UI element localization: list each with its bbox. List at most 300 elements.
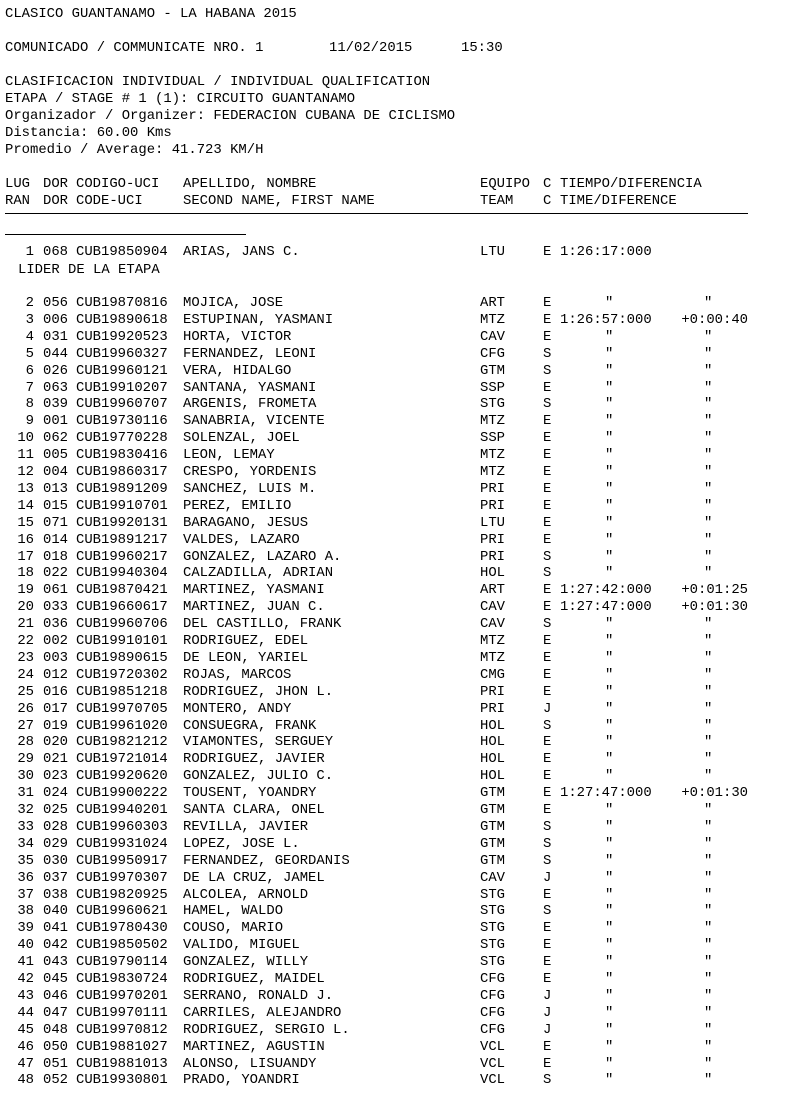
cell-team: LTU (480, 244, 506, 260)
cell-pos: 21 (17, 616, 34, 633)
cell-cat: J (543, 1004, 552, 1021)
cell-code: CUB19960707 (76, 396, 168, 413)
cell-code: CUB19850904 (76, 244, 168, 260)
cell-code: CUB19890615 (76, 649, 168, 666)
cell-pos: 37 (17, 886, 34, 903)
cell-diff: " (704, 1072, 713, 1089)
cell-name: CARRILES, ALEJANDRO (183, 1004, 342, 1021)
cell-cat: E (543, 649, 552, 666)
cell-diff: " (704, 1038, 713, 1055)
cell-pos: 43 (17, 987, 34, 1004)
communique-time: 15:30 (461, 40, 503, 56)
cell-code: CUB19910101 (76, 633, 168, 649)
cell-name: ARIAS, JANS C. (183, 244, 300, 260)
cell-team: GTM (480, 802, 506, 818)
cell-dor: 021 (43, 751, 69, 768)
cell-code: CUB19870421 (76, 582, 168, 599)
cell-diff: " (704, 717, 713, 734)
cell-cat: S (543, 616, 552, 633)
cell-code: CUB19910701 (76, 497, 168, 514)
cell-code: CUB19950917 (76, 852, 168, 869)
col-name-en: SECOND NAME, FIRST NAME (183, 193, 375, 209)
cell-diff: " (704, 937, 713, 954)
cell-time: " (605, 531, 614, 548)
cell-pos: 25 (17, 683, 34, 700)
cell-name: SANTANA, YASMANI (183, 379, 317, 396)
cell-cat: E (543, 802, 552, 818)
cell-cat: E (543, 768, 552, 785)
cell-pos: 48 (17, 1072, 34, 1089)
cell-diff: " (704, 1021, 713, 1038)
cell-team: PRI (480, 700, 506, 717)
cell-code: CUB19870816 (76, 295, 168, 311)
cell-name: MOJICA, JOSE (183, 295, 284, 311)
cell-team: HOL (480, 565, 506, 582)
col-dor: DOR (43, 176, 69, 192)
cell-time: " (605, 295, 614, 311)
cell-time: " (605, 396, 614, 413)
cell-pos: 4 (25, 328, 34, 345)
cell-time: " (605, 768, 614, 785)
cell-diff: +0:01:30 (681, 599, 748, 616)
cell-code: CUB19970812 (76, 1021, 168, 1038)
cell-time: " (605, 886, 614, 903)
cell-code: CUB19970307 (76, 869, 168, 886)
cell-pos: 7 (25, 379, 34, 396)
cell-pos: 3 (25, 311, 34, 328)
cell-cat: E (543, 295, 552, 311)
cell-time: " (605, 954, 614, 971)
distance-info: Distancia: 60.00 Kms (5, 125, 172, 141)
cell-time: " (605, 1072, 614, 1089)
cell-code: CUB19721014 (76, 751, 168, 768)
cell-name: DE LA CRUZ, JAMEL (183, 869, 325, 886)
cell-time: " (605, 987, 614, 1004)
cell-team: MTZ (480, 311, 506, 328)
cell-dor: 044 (43, 345, 69, 362)
cell-diff: " (704, 430, 713, 447)
cell-dor: 015 (43, 497, 69, 514)
cell-team: CFG (480, 1004, 506, 1021)
cell-dor: 019 (43, 717, 69, 734)
cell-diff: " (704, 616, 713, 633)
cell-cat: E (543, 1038, 552, 1055)
cell-time: " (605, 379, 614, 396)
cell-time: " (605, 447, 614, 464)
cell-pos: 34 (17, 835, 34, 852)
cell-pos: 31 (17, 785, 34, 802)
cell-dor: 026 (43, 362, 69, 379)
cell-code: CUB19961020 (76, 717, 168, 734)
cell-cat: J (543, 700, 552, 717)
cell-name: SERRANO, RONALD J. (183, 987, 334, 1004)
cell-diff: " (704, 734, 713, 751)
cell-code: CUB19960217 (76, 548, 168, 565)
cell-diff: " (704, 903, 713, 920)
cell-time: " (605, 734, 614, 751)
cell-code: CUB19900222 (76, 785, 168, 802)
cell-name: PEREZ, EMILIO (183, 497, 292, 514)
cell-name: RODRIGUEZ, EDEL (183, 633, 309, 649)
cell-pos: 13 (17, 480, 34, 497)
stage-info: ETAPA / STAGE # 1 (1): CIRCUITO GUANTANAMO (5, 91, 356, 107)
cell-pos: 36 (17, 869, 34, 886)
cell-cat: J (543, 1021, 552, 1038)
col-time-en: TIME/DIFERENCE (560, 193, 677, 209)
cell-name: VALIDO, MIGUEL (183, 937, 300, 954)
col-code: CODIGO-UCI (76, 176, 160, 192)
cell-cat: J (543, 869, 552, 886)
cell-name: MARTINEZ, YASMANI (183, 582, 325, 599)
cell-code: CUB19960327 (76, 345, 168, 362)
cell-diff: " (704, 649, 713, 666)
cell-time: " (605, 430, 614, 447)
cell-team: CMG (480, 666, 506, 683)
cell-diff: " (704, 751, 713, 768)
cell-pos: 15 (17, 514, 34, 531)
cell-dor: 001 (43, 413, 69, 430)
cell-diff: " (704, 886, 713, 903)
cell-team: ART (480, 295, 506, 311)
cell-time: " (605, 1004, 614, 1021)
cell-team: MTZ (480, 633, 506, 649)
cell-diff: " (704, 633, 713, 649)
cell-pos: 46 (17, 1038, 34, 1055)
cell-pos: 10 (17, 430, 34, 447)
cell-dor: 016 (43, 683, 69, 700)
cell-dor: 040 (43, 903, 69, 920)
cell-time: " (605, 903, 614, 920)
cell-code: CUB19920131 (76, 514, 168, 531)
cell-time: " (605, 464, 614, 480)
cell-time: " (605, 1038, 614, 1055)
cell-time: " (605, 565, 614, 582)
cell-diff: " (704, 396, 713, 413)
cell-dor: 051 (43, 1055, 69, 1072)
cell-name: MARTINEZ, JUAN C. (183, 599, 325, 616)
cell-code: CUB19891217 (76, 531, 168, 548)
cell-diff: +0:00:40 (681, 311, 748, 328)
cell-team: CFG (480, 971, 506, 987)
cell-cat: E (543, 311, 552, 328)
cell-pos: 23 (17, 649, 34, 666)
cell-name: MONTERO, ANDY (183, 700, 292, 717)
cell-time: " (605, 751, 614, 768)
classification-title: CLASIFICACION INDIVIDUAL / INDIVIDUAL QUALIFICATION (5, 74, 431, 90)
cell-dor: 033 (43, 599, 69, 616)
cell-time: " (605, 666, 614, 683)
cell-code: CUB19920620 (76, 768, 168, 785)
cell-dor: 024 (43, 785, 69, 802)
cell-dor: 017 (43, 700, 69, 717)
cell-dor: 037 (43, 869, 69, 886)
cell-time: " (605, 971, 614, 987)
cell-name: SANABRIA, VICENTE (183, 413, 325, 430)
cell-team: PRI (480, 531, 506, 548)
cell-code: CUB19891209 (76, 480, 168, 497)
cell-code: CUB19960706 (76, 616, 168, 633)
col-name: APELLIDO, NOMBRE (183, 176, 317, 192)
cell-team: STG (480, 954, 506, 971)
cell-time: " (605, 818, 614, 835)
cell-code: CUB19790114 (76, 954, 168, 971)
cell-team: STG (480, 937, 506, 954)
cell-dor: 036 (43, 616, 69, 633)
cell-name: GONZALEZ, LAZARO A. (183, 548, 342, 565)
cell-team: HOL (480, 751, 506, 768)
cell-cat: E (543, 514, 552, 531)
cell-team: CAV (480, 616, 506, 633)
cell-dor: 068 (43, 244, 69, 260)
organizer-info: Organizador / Organizer: FEDERACION CUBANA DE CICLISMO (5, 108, 456, 124)
cell-time: " (605, 497, 614, 514)
cell-dor: 012 (43, 666, 69, 683)
cell-dor: 063 (43, 379, 69, 396)
cell-name: VERA, HIDALGO (183, 362, 292, 379)
cell-pos: 20 (17, 599, 34, 616)
cell-pos: 1 (25, 244, 34, 260)
cell-diff: " (704, 683, 713, 700)
cell-code: CUB19920523 (76, 328, 168, 345)
cell-team: MTZ (480, 649, 506, 666)
cell-pos: 8 (25, 396, 34, 413)
cell-cat: E (543, 497, 552, 514)
cell-cat: E (543, 582, 552, 599)
cell-pos: 14 (17, 497, 34, 514)
cell-time: " (605, 1055, 614, 1072)
cell-code: CUB19881027 (76, 1038, 168, 1055)
col-code-en: CODE-UCI (76, 193, 143, 209)
cell-name: GONZALEZ, JULIO C. (183, 768, 334, 785)
cell-pos: 44 (17, 1004, 34, 1021)
cell-cat: E (543, 920, 552, 937)
cell-name: GONZALEZ, WILLY (183, 954, 309, 971)
cell-diff: " (704, 852, 713, 869)
cell-team: HOL (480, 768, 506, 785)
col-team-en: TEAM (480, 193, 514, 209)
cell-pos: 35 (17, 852, 34, 869)
cell-cat: S (543, 362, 552, 379)
cell-pos: 11 (17, 447, 34, 464)
cell-diff: " (704, 971, 713, 987)
cell-diff: " (704, 700, 713, 717)
cell-code: CUB19770228 (76, 430, 168, 447)
cell-time: 1:26:17:000 (560, 244, 652, 260)
cell-diff: " (704, 987, 713, 1004)
leader-label: LIDER DE LA ETAPA (18, 262, 160, 278)
cell-diff: " (704, 835, 713, 852)
cell-code: CUB19851218 (76, 683, 168, 700)
cell-code: CUB19960121 (76, 362, 168, 379)
cell-pos: 12 (17, 464, 34, 480)
cell-dor: 030 (43, 852, 69, 869)
cell-pos: 19 (17, 582, 34, 599)
cell-cat: S (543, 717, 552, 734)
cell-time: " (605, 717, 614, 734)
communique-label: COMUNICADO / COMMUNICATE NRO. 1 (5, 40, 264, 56)
cell-dor: 004 (43, 464, 69, 480)
cell-cat: E (543, 328, 552, 345)
cell-team: VCL (480, 1055, 506, 1072)
cell-cat: E (543, 430, 552, 447)
cell-team: GTM (480, 835, 506, 852)
col-cat-en: C (543, 193, 552, 209)
cell-team: HOL (480, 717, 506, 734)
cell-pos: 38 (17, 903, 34, 920)
cell-time: " (605, 852, 614, 869)
cell-diff: " (704, 497, 713, 514)
cell-name: MARTINEZ, AGUSTIN (183, 1038, 325, 1055)
cell-cat: S (543, 1072, 552, 1089)
cell-code: CUB19940304 (76, 565, 168, 582)
cell-name: BARAGANO, JESUS (183, 514, 309, 531)
cell-time: " (605, 700, 614, 717)
cell-diff: " (704, 295, 713, 311)
cell-pos: 18 (17, 565, 34, 582)
cell-dor: 031 (43, 328, 69, 345)
cell-team: VCL (480, 1072, 506, 1089)
cell-name: HORTA, VICTOR (183, 328, 292, 345)
cell-code: CUB19830724 (76, 971, 168, 987)
cell-cat: E (543, 937, 552, 954)
cell-time: " (605, 802, 614, 818)
cell-diff: " (704, 379, 713, 396)
col-team: EQUIPO (480, 176, 531, 192)
cell-code: CUB19970111 (76, 1004, 168, 1021)
cell-team: GTM (480, 785, 506, 802)
cell-name: PRADO, YOANDRI (183, 1072, 300, 1089)
cell-name: LEON, LEMAY (183, 447, 275, 464)
cell-cat: J (543, 987, 552, 1004)
col-dor-en: DOR (43, 193, 69, 209)
cell-diff: " (704, 565, 713, 582)
cell-dor: 062 (43, 430, 69, 447)
cell-dor: 013 (43, 480, 69, 497)
cell-cat: E (543, 480, 552, 497)
cell-dor: 052 (43, 1072, 69, 1089)
cell-diff: " (704, 480, 713, 497)
cell-cat: S (543, 852, 552, 869)
cell-code: CUB19720302 (76, 666, 168, 683)
cell-time: " (605, 1021, 614, 1038)
cell-name: VALDES, LAZARO (183, 531, 300, 548)
cell-pos: 26 (17, 700, 34, 717)
cell-diff: " (704, 920, 713, 937)
cell-team: VCL (480, 1038, 506, 1055)
cell-name: ARGENIS, FROMETA (183, 396, 317, 413)
cell-code: CUB19910207 (76, 379, 168, 396)
cell-team: MTZ (480, 464, 506, 480)
cell-dor: 041 (43, 920, 69, 937)
cell-dor: 006 (43, 311, 69, 328)
cell-pos: 45 (17, 1021, 34, 1038)
cell-diff: +0:01:30 (681, 785, 748, 802)
cell-team: MTZ (480, 413, 506, 430)
cell-code: CUB19730116 (76, 413, 168, 430)
cell-team: GTM (480, 362, 506, 379)
cell-time: 1:26:57:000 (560, 311, 652, 328)
cell-dor: 018 (43, 548, 69, 565)
cell-time: " (605, 616, 614, 633)
cell-pos: 17 (17, 548, 34, 565)
cell-dor: 028 (43, 818, 69, 835)
cell-cat: E (543, 734, 552, 751)
cell-name: DE LEON, YARIEL (183, 649, 309, 666)
cell-diff: " (704, 548, 713, 565)
cell-diff: " (704, 1004, 713, 1021)
cell-team: PRI (480, 548, 506, 565)
cell-code: CUB19820925 (76, 886, 168, 903)
cell-dor: 043 (43, 954, 69, 971)
cell-pos: 33 (17, 818, 34, 835)
cell-time: " (605, 920, 614, 937)
cell-team: CAV (480, 869, 506, 886)
cell-dor: 020 (43, 734, 69, 751)
cell-team: LTU (480, 514, 506, 531)
col-pos-en: RAN (5, 193, 31, 209)
cell-name: HAMEL, WALDO (183, 903, 284, 920)
average-info: Promedio / Average: 41.723 KM/H (5, 142, 264, 158)
communique-date: 11/02/2015 (329, 40, 413, 56)
cell-name: RODRIGUEZ, JAVIER (183, 751, 325, 768)
cell-time: " (605, 328, 614, 345)
cell-dor: 038 (43, 886, 69, 903)
cell-team: SSP (480, 430, 506, 447)
cell-time: " (605, 362, 614, 379)
cell-name: LOPEZ, JOSE L. (183, 835, 300, 852)
cell-dor: 050 (43, 1038, 69, 1055)
cell-pos: 28 (17, 734, 34, 751)
cell-diff: " (704, 954, 713, 971)
cell-name: SANTA CLARA, ONEL (183, 802, 325, 818)
cell-dor: 029 (43, 835, 69, 852)
cell-pos: 5 (25, 345, 34, 362)
cell-team: STG (480, 396, 506, 413)
cell-diff: " (704, 531, 713, 548)
cell-code: CUB19881013 (76, 1055, 168, 1072)
cell-pos: 40 (17, 937, 34, 954)
cell-pos: 32 (17, 802, 34, 818)
cell-time: " (605, 649, 614, 666)
cell-code: CUB19970201 (76, 987, 168, 1004)
cell-dor: 047 (43, 1004, 69, 1021)
cell-code: CUB19860317 (76, 464, 168, 480)
cell-code: CUB19960621 (76, 903, 168, 920)
cell-diff: " (704, 768, 713, 785)
cell-code: CUB19821212 (76, 734, 168, 751)
cell-pos: 22 (17, 633, 34, 649)
cell-dor: 023 (43, 768, 69, 785)
cell-cat: E (543, 464, 552, 480)
cell-team: ART (480, 582, 506, 599)
cell-team: PRI (480, 497, 506, 514)
cell-pos: 9 (25, 413, 34, 430)
cell-name: RODRIGUEZ, JHON L. (183, 683, 334, 700)
cell-code: CUB19830416 (76, 447, 168, 464)
cell-cat: E (543, 599, 552, 616)
cell-dor: 003 (43, 649, 69, 666)
cell-pos: 47 (17, 1055, 34, 1072)
cell-dor: 039 (43, 396, 69, 413)
cell-name: COUSO, MARIO (183, 920, 284, 937)
cell-team: CAV (480, 599, 506, 616)
cell-team: CFG (480, 987, 506, 1004)
header-rule (5, 213, 748, 214)
cell-code: CUB19960303 (76, 818, 168, 835)
cell-time: " (605, 683, 614, 700)
cell-diff: " (704, 413, 713, 430)
cell-team: GTM (480, 818, 506, 835)
